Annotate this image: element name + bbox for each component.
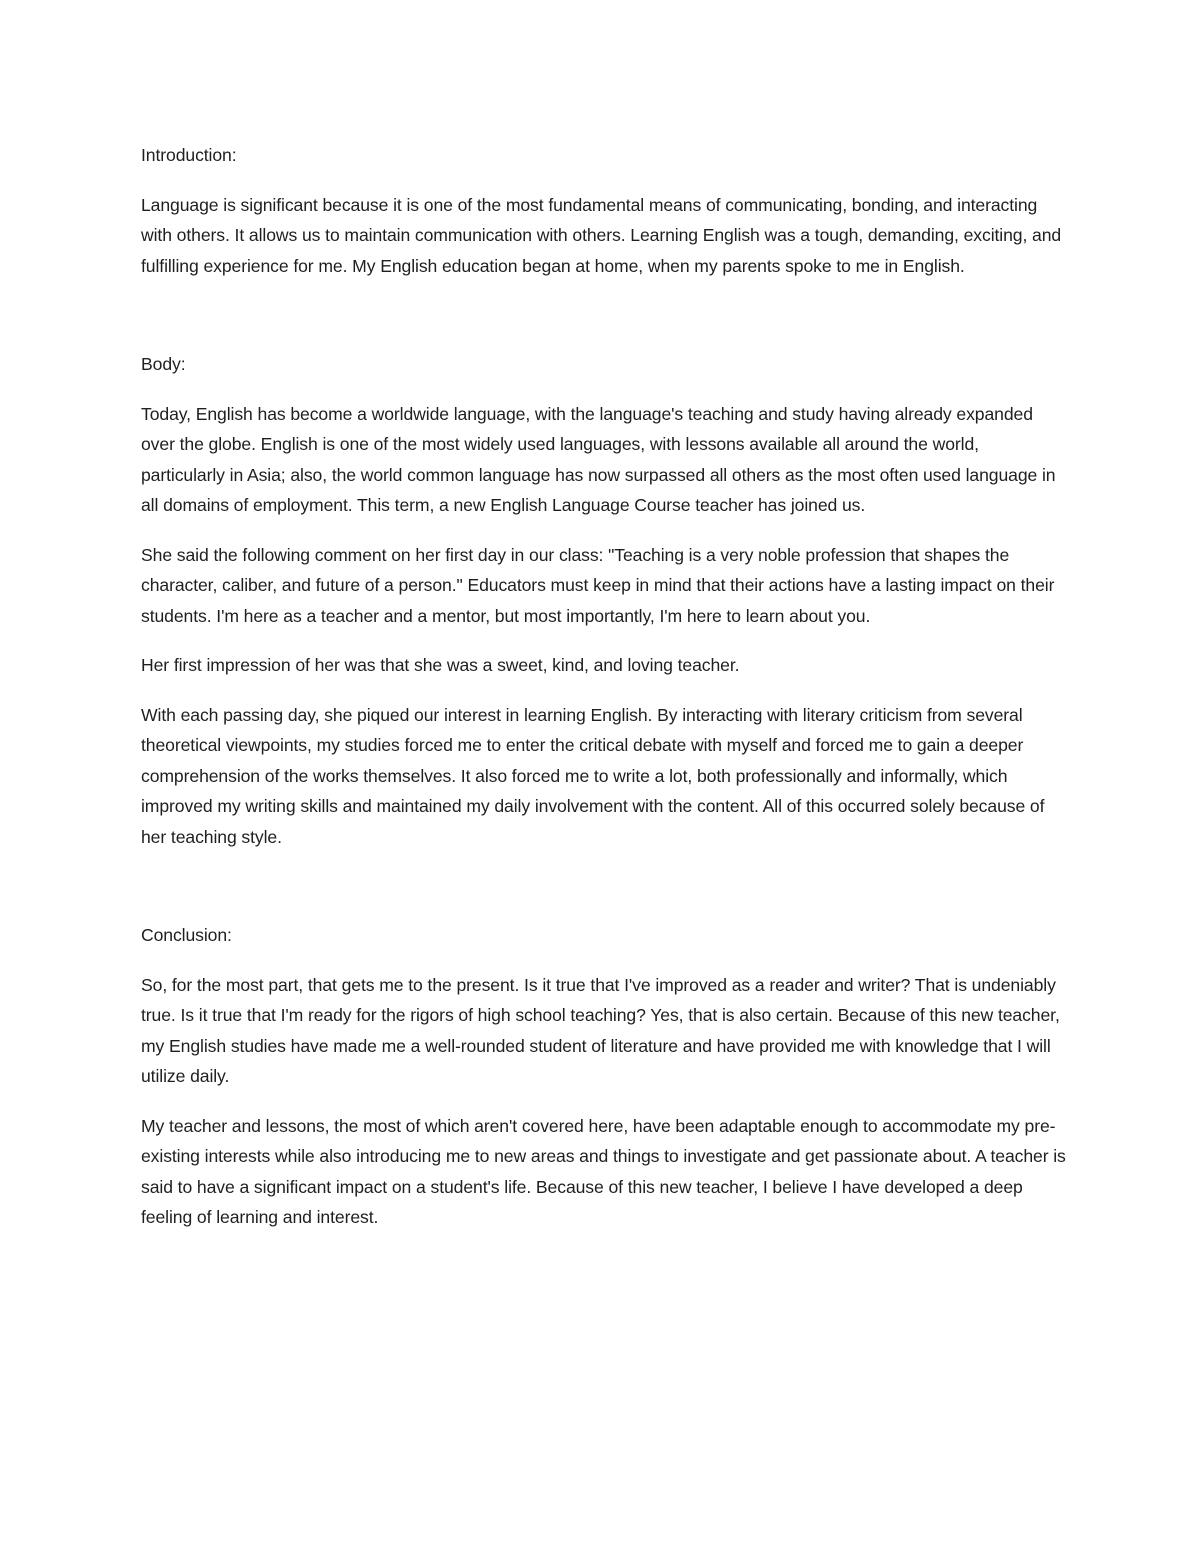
section-spacer xyxy=(141,300,1066,349)
body-paragraph-1: Today, English has become a worldwide language, with the language's teaching and study having already expanded over the globe. English is one of the most widely used languages, with lessons available all around the world, particularly in Asia; also, the world common language has now surpassed all others as the most often used language in all domains of employment. This term, a new English Language Course teacher has joined us. xyxy=(141,403,1056,515)
introduction-heading: Introduction: xyxy=(141,145,237,165)
conclusion-paragraph-2: My teacher and lessons, the most of which aren't covered here, have been adaptable enough to accommodate my pre-existing interests while also introducing me to new areas and things to investigate and get passionate about. A teacher is said to have a significant impact on a student's life. Because of this new teacher, I believe I have developed a deep feeling of learning and interest. xyxy=(141,1115,1066,1227)
body-paragraph-4: With each passing day, she piqued our interest in learning English. By interacting with literary criticism from several theoretical viewpoints, my studies forced me to enter the critical debate with myself and forced me to gain a deeper comprehension of the works themselves. It also forced me to write a lot, both professionally and informally, which improved my writing skills and maintained my daily involvement with the content. All of this occurred solely because of her teaching style. xyxy=(141,704,1045,847)
section-spacer xyxy=(141,871,1066,920)
introduction-paragraph-1: Language is significant because it is one of the most fundamental means of communicating, bonding, and interacting with others. It allows us to maintain communication with others. Learning English was a tough, demanding, exciting, and fulfilling experience for me. My English education began at home, when my parents spoke to me in English. xyxy=(141,194,1062,276)
body-paragraph-2: She said the following comment on her first day in our class: "Teaching is a very noble profession that shapes the character, caliber, and future of a person." Educators must keep in mind that their actions have a lasting impact on their students. I'm here as a teacher and a mentor, but most importantly, I'm here to learn about you. xyxy=(141,544,1055,626)
document-body xyxy=(141,140,1066,1252)
body-paragraph-3: Her first impression of her was that she was a sweet, kind, and loving teacher. xyxy=(141,655,740,675)
conclusion-heading: Conclusion: xyxy=(141,925,232,945)
conclusion-paragraph-1: So, for the most part, that gets me to the present. Is it true that I've improved as a reader and writer? That is undeniably true. Is it true that I'm ready for the rigors of high school teaching? Yes, that is also certain. Because of this new teacher, my English studies have made me a well-rounded student of literature and have provided me with knowledge that I will utilize daily. xyxy=(141,974,1060,1086)
body-heading: Body: xyxy=(141,354,186,374)
